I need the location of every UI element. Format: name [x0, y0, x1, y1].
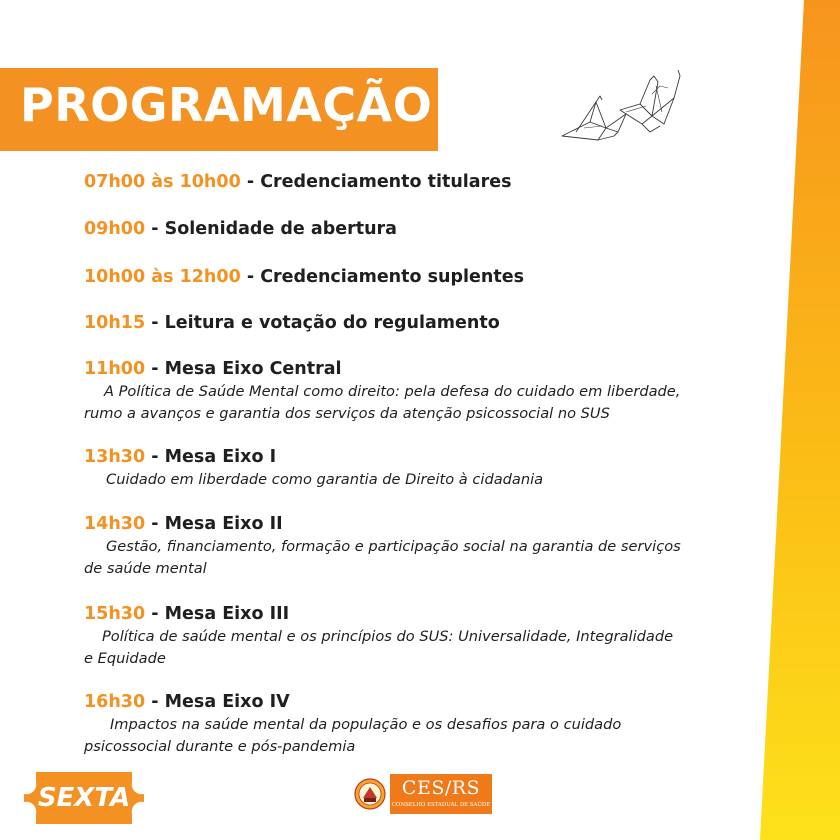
schedule-description [84, 626, 744, 670]
logo-box [390, 774, 492, 814]
description-line: Cuidado em liberdade como garantia de Direito à cidadania [106, 471, 544, 488]
origami-cranes-icon [556, 66, 686, 156]
schedule-description [84, 469, 744, 491]
description-line: e Equidade [84, 650, 166, 667]
schedule-title: Solenidade de abertura [164, 219, 397, 239]
logo-subtitle: CONSELHO ESTADUAL DE SAÚDE [391, 802, 491, 808]
schedule-item [84, 603, 744, 670]
schedule-title: Mesa Eixo III [164, 604, 290, 624]
schedule-title: Credenciamento suplentes [260, 267, 525, 287]
schedule-description [84, 381, 744, 425]
schedule-time: 14h30 [84, 514, 146, 534]
schedule-item [84, 266, 744, 288]
schedule-time: 07h00 às 10h00 [84, 172, 241, 192]
schedule-time: 13h30 [84, 447, 146, 467]
page-title: PROGRAMAÇÃO [20, 78, 433, 132]
description-line: Política de saúde mental e os princípios do SUS: Universalidade, Integralidade [102, 628, 674, 645]
schedule-heading: 11h00 - Mesa Eixo Central [84, 359, 342, 379]
schedule-title: Credenciamento titulares [260, 172, 512, 192]
schedule-time: 10h15 [84, 313, 146, 333]
schedule-item [84, 446, 744, 491]
schedule-title: Mesa Eixo Central [164, 359, 342, 379]
description-line: Impactos na saúde mental da população e os desafios para o cuidado [110, 716, 622, 733]
schedule-time: 16h30 [84, 692, 146, 712]
schedule-item [84, 513, 744, 580]
description-line: psicossocial durante e pós-pandemia [84, 738, 356, 755]
description-line: rumo a avanços e garantia dos serviços da atenção psicossocial no SUS [84, 405, 610, 422]
schedule-description [84, 536, 744, 580]
schedule-title: Mesa Eixo IV [164, 692, 290, 712]
schedule-time: 09h00 [84, 219, 146, 239]
schedule-heading: 13h30 - Mesa Eixo I [84, 447, 277, 467]
schedule-description [84, 714, 744, 758]
schedule-heading: 09h00 - Solenidade de abertura [84, 219, 397, 239]
ces-rs-logo [354, 774, 492, 814]
schedule-item [84, 312, 744, 334]
day-badge: SEXTA [37, 783, 131, 813]
schedule-title: Leitura e votação do regulamento [164, 313, 500, 333]
schedule-heading: 14h30 - Mesa Eixo II [84, 514, 283, 534]
schedule-title: Mesa Eixo II [164, 514, 283, 534]
schedule-heading: 10h15 - Leitura e votação do regulamento [84, 313, 500, 333]
schedule-item [84, 171, 744, 193]
schedule-heading: 16h30 - Mesa Eixo IV [84, 692, 290, 712]
schedule-heading: 15h30 - Mesa Eixo III [84, 604, 290, 624]
schedule-title: Mesa Eixo I [164, 447, 277, 467]
schedule-item [84, 218, 744, 240]
schedule-time: 10h00 às 12h00 [84, 267, 241, 287]
schedule-item [84, 691, 744, 758]
description-line: A Política de Saúde Mental como direito: pela defesa do cuidado em liberdade, [104, 383, 681, 400]
schedule-item [84, 358, 744, 425]
seal-icon [354, 778, 386, 810]
description-line: Gestão, financiamento, formação e participação social na garantia de serviços [106, 538, 681, 555]
schedule-heading: 07h00 às 10h00 - Credenciamento titulares [84, 172, 512, 192]
schedule-time: 15h30 [84, 604, 146, 624]
description-line: de saúde mental [84, 560, 207, 577]
logo-name: CES/RS [401, 777, 481, 799]
schedule-heading: 10h00 às 12h00 - Credenciamento suplentes [84, 267, 525, 287]
schedule-time: 11h00 [84, 359, 146, 379]
